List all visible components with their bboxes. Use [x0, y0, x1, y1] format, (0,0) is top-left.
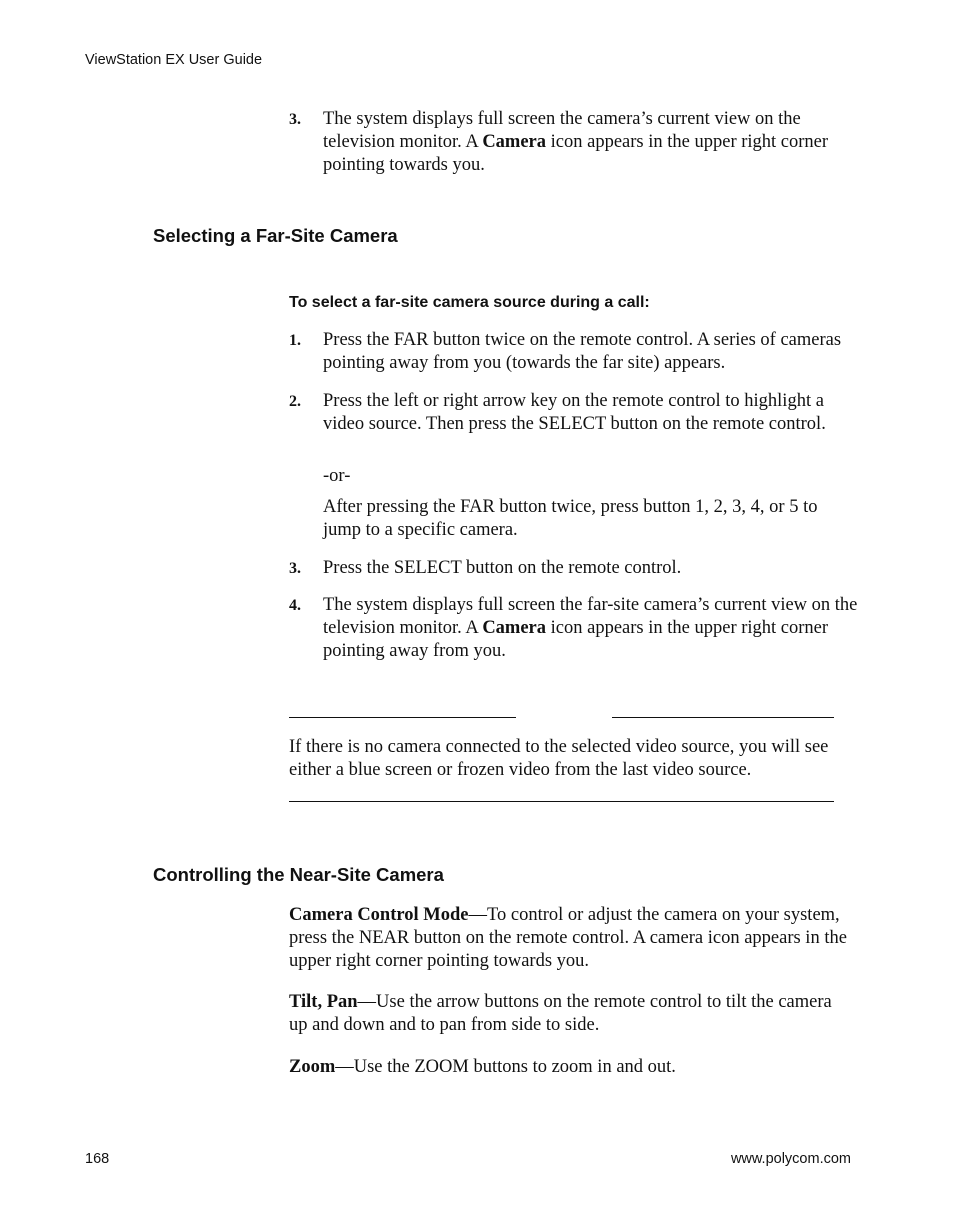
step-text	[323, 108, 858, 177]
note-top-rule-left	[289, 717, 516, 718]
term-tilt-pan: Tilt, Pan	[289, 992, 358, 1012]
step-alternative: After pressing the FAR button twice, press button 1, 2, 3, 4, or 5 to jump to a specific camera.	[323, 497, 818, 540]
camera-term: Camera	[482, 132, 547, 152]
procedure-heading: To select a far-site camera source during a call:	[289, 294, 650, 311]
website-url: www.polycom.com	[730, 1151, 851, 1167]
zoom-paragraph	[289, 1056, 854, 1079]
step-text-tail: icon appears in the upper right corner pointing away from you.	[323, 618, 829, 661]
camera-term: Camera	[482, 618, 547, 638]
step-text: Press the FAR button twice on the remote control. A series of cameras pointing away from you (towards the far site) appears.	[323, 330, 842, 373]
section-heading-near-site: Controlling the Near-Site Camera	[153, 864, 444, 885]
camera-control-mode-paragraph	[289, 904, 854, 973]
step-text-lead: The system displays full screen the camera’s current view on the television monitor. A	[323, 109, 801, 152]
step-number: 3.	[289, 560, 301, 577]
paragraph-text: —To control or adjust the camera on your system, press the NEAR button on the remote control. A camera icon appears in the upper right corner pointing towards you.	[289, 905, 847, 971]
running-header: ViewStation EX User Guide	[85, 52, 263, 68]
or-separator: -or-	[323, 466, 351, 486]
term-camera-control-mode: Camera Control Mode	[289, 905, 469, 925]
paragraph-text: —Use the arrow buttons on the remote control to tilt the camera up and down and to pan from side to side.	[289, 992, 832, 1035]
page-number: 168	[85, 1151, 110, 1167]
term-zoom: Zoom	[289, 1057, 336, 1077]
step-text-tail: icon appears in the upper right corner pointing towards you.	[323, 132, 829, 175]
step-number: 2.	[289, 393, 301, 410]
step-text: Press the left or right arrow key on the remote control to highlight a video source. Then press the SELECT button on the remote control.	[323, 391, 826, 434]
step-text-lead: The system displays full screen the far-site camera’s current view on the television monitor. A	[323, 595, 858, 638]
paragraph-text: —Use the ZOOM buttons to zoom in and out.	[335, 1057, 676, 1077]
note-top-rule-right	[612, 717, 834, 718]
step-number: 4.	[289, 597, 301, 614]
step-text	[323, 594, 858, 663]
tilt-pan-paragraph	[289, 991, 854, 1037]
step-number: 3.	[289, 111, 301, 128]
note-text: If there is no camera connected to the selected video source, you will see either a blue screen or frozen video from the last video source.	[289, 737, 829, 780]
section-heading-far-site: Selecting a Far-Site Camera	[153, 225, 398, 246]
step-text: Press the SELECT button on the remote control.	[323, 558, 682, 578]
step-number: 1.	[289, 332, 301, 349]
note-bottom-rule	[289, 801, 834, 802]
